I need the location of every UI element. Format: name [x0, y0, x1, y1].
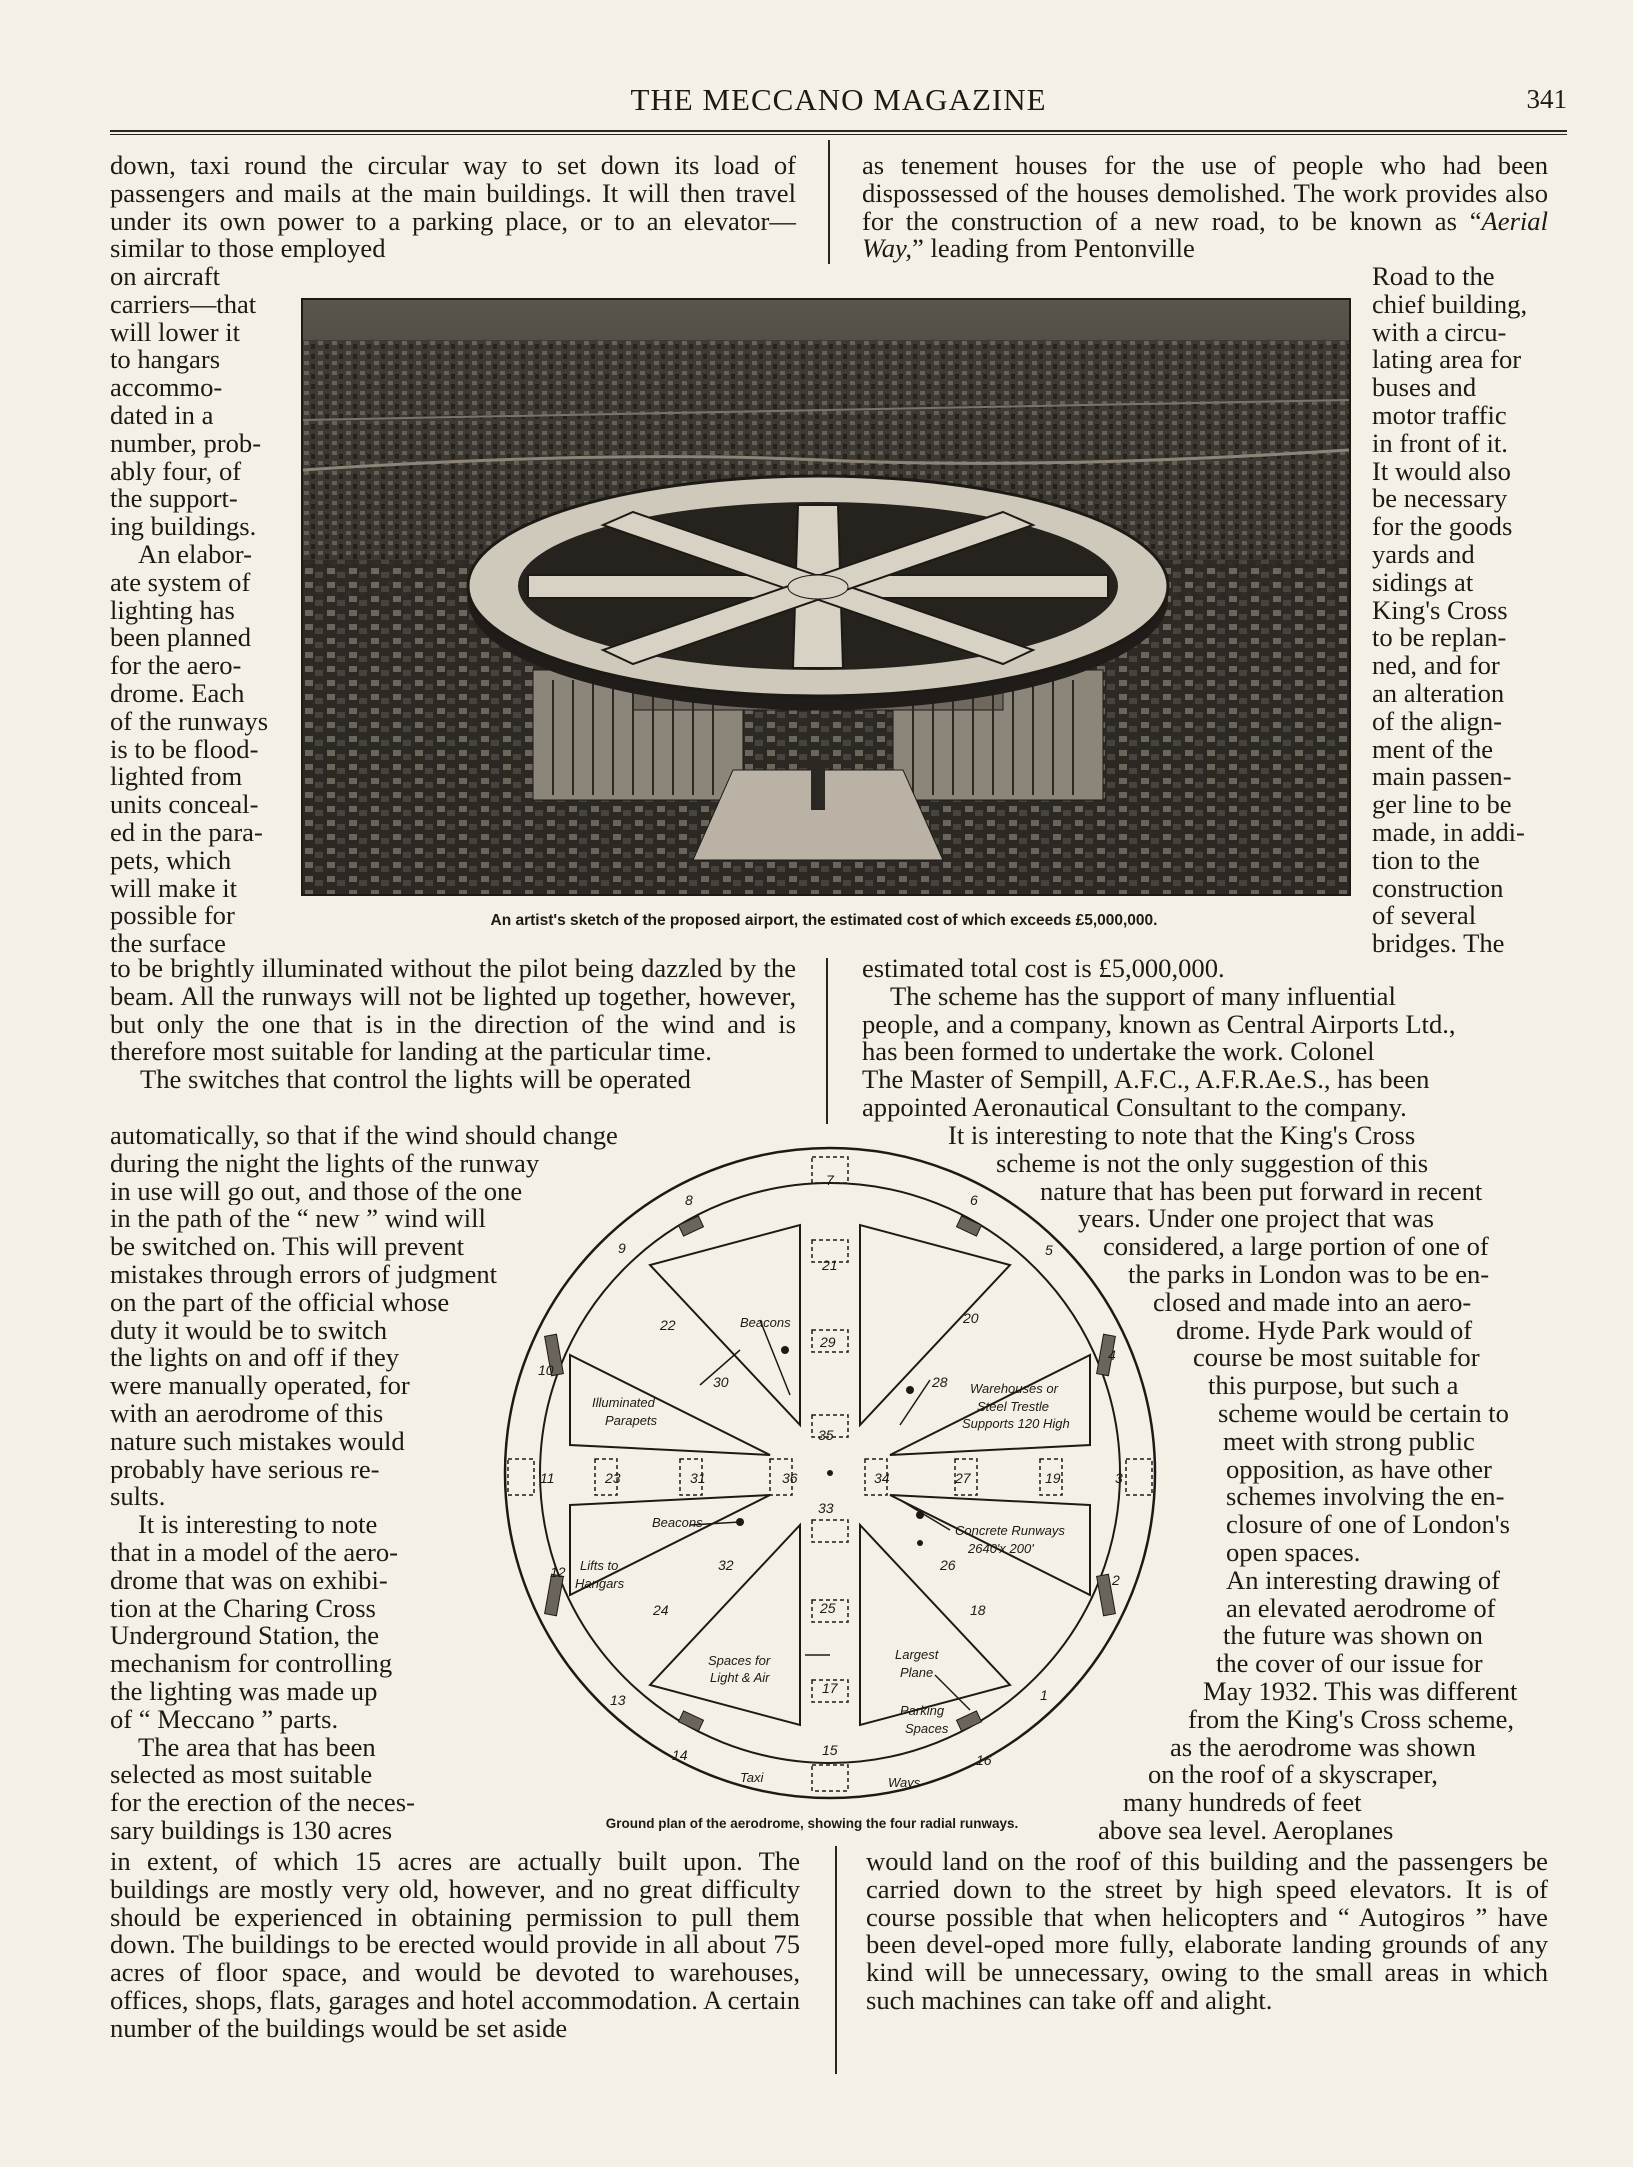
text-line: Underground Station, the: [110, 1622, 380, 1651]
text-line: for the aero-: [110, 650, 242, 681]
text-line: ned, and for: [1372, 650, 1500, 681]
text-line: ment of the: [1372, 733, 1494, 764]
text-line: an alteration: [1372, 677, 1505, 708]
text-line: ing buildings.: [110, 511, 257, 542]
plan-label: Spaces for: [708, 1653, 771, 1668]
text-line: course be most suitable for: [1193, 1342, 1480, 1373]
plan-label: Supports 120 High: [962, 1416, 1070, 1431]
text-line: the future was shown on: [1223, 1620, 1483, 1651]
text-line: nature such mistakes would: [110, 1427, 405, 1456]
text-line: pets, which: [110, 844, 232, 875]
airport-sketch-image: [301, 298, 1351, 896]
plan-number: 2: [1112, 1572, 1120, 1588]
text-line: units conceal-: [110, 789, 259, 820]
airport-sketch-drawing: [303, 300, 1349, 894]
text-line: ed in the para-: [110, 816, 263, 847]
mid-left-text: [110, 955, 796, 1094]
text-line: of the runways: [110, 705, 269, 736]
text-run: as tenement houses for the use of people who had been dispossessed of the houses demolished. The work provides also for the construction of a new road, to be known as “: [862, 150, 1548, 236]
text-line: lating area for: [1372, 344, 1522, 375]
text-line: on the roof of a skyscraper,: [1148, 1759, 1438, 1790]
text-line: be switched on. This will prevent: [110, 1233, 465, 1261]
plan-label: Spaces: [905, 1721, 949, 1736]
text-line: people, and a company, known as Central Airports Ltd.,: [862, 1008, 1456, 1039]
text-line: be necessary: [1372, 483, 1508, 514]
text-line: from the King's Cross scheme,: [1188, 1703, 1515, 1734]
plan-label: Ways: [888, 1775, 921, 1790]
italic-road-name: Aerial Way,: [862, 205, 1548, 264]
text-line: the surface: [110, 928, 226, 959]
plan-label: Concrete Runways: [955, 1523, 1065, 1538]
text-line: the cover of our issue for: [1216, 1648, 1483, 1679]
text-line: sary buildings is 130 acres: [110, 1816, 393, 1845]
text-line: drome that was on exhibi-: [110, 1566, 388, 1595]
plan-label: Lifts to: [580, 1558, 619, 1573]
plan-number: 7: [826, 1172, 834, 1188]
plan-number: 14: [672, 1747, 688, 1763]
text-line: It is interesting to note: [138, 1511, 378, 1539]
text-line: during the night the lights of the runway: [110, 1149, 540, 1178]
text-line: nature that has been put forward in recent: [1040, 1175, 1483, 1206]
text-line: yards and: [1372, 538, 1475, 569]
text-line: duty it would be to switch: [110, 1316, 388, 1345]
left-narrow-column: [110, 263, 282, 958]
plan-number: 3: [1115, 1470, 1123, 1486]
text-line: with a circu-: [1372, 316, 1507, 347]
text-line: An interesting drawing of: [1226, 1564, 1501, 1595]
plan-number: 16: [976, 1752, 992, 1768]
text-line: closure of one of London's: [1226, 1509, 1510, 1540]
plan-caption: Ground plan of the aerodrome, showing the four radial runways.: [605, 1816, 1019, 1831]
text-line: selected as most suitable: [110, 1761, 373, 1790]
text-line: will make it: [110, 872, 238, 903]
plan-number: 34: [874, 1470, 890, 1486]
plan-number: 20: [963, 1310, 979, 1326]
bottom-left-paragraph: in extent, of which 15 acres are actually built upon. The buildings are mostly very old, however, and no great difficulty should be experienced in obtaining permission to pull them down. The buildings to be erected would provide in all about 75 acres of floor space, and would be devoted to warehouses, offices, shops, flats, garages and hotel accommodation. A certain number of the buildings would be set aside: [110, 1846, 800, 2043]
text-line: been planned: [110, 622, 252, 653]
column-rule-top: [828, 140, 830, 264]
mid-right-text: [862, 955, 1548, 1122]
text-line: carriers—that: [110, 288, 257, 319]
text-line: mechanism for controlling: [110, 1650, 393, 1678]
text-line: mistakes through errors of judgment: [110, 1260, 498, 1289]
text-line: It is interesting to note that the King's Cross: [948, 1120, 1416, 1150]
plan-label: Beacons: [740, 1315, 791, 1330]
plan-label: Steel Trestle: [977, 1399, 1050, 1414]
plan-number: 21: [822, 1257, 838, 1273]
bottom-right-paragraph: would land on the roof of this building and the passengers be carried down to the street by high speed elevators. It is of course possible that when helicopters and “ Autogiros ” have been devel-oped more fully, elaborate landing grounds of any kind will be unnecessary, owing to the small areas in which such machines can take off and alight.: [866, 1846, 1548, 2015]
text-line: were manually operated, for: [110, 1372, 410, 1400]
plan-label: Light & Air: [710, 1670, 770, 1685]
text-line: Road to the: [1372, 261, 1495, 291]
text-line: The Master of Sempill, A.F.C., A.F.R.Ae.S., has been: [862, 1064, 1430, 1095]
plan-number: 17: [822, 1680, 838, 1696]
text-line: ate system of: [110, 566, 251, 597]
plan-number: 31: [690, 1470, 706, 1486]
text-line: It would also: [1372, 455, 1511, 486]
text-line: The area that has been: [138, 1733, 376, 1762]
text-line: buses and: [1372, 372, 1477, 403]
column-rule-mid: [826, 958, 828, 1124]
text-line: made, in addi-: [1372, 816, 1525, 847]
plan-number: 1: [1040, 1687, 1048, 1703]
plan-number: 30: [713, 1374, 729, 1390]
text-line: opposition, as have other: [1226, 1453, 1492, 1484]
text-line: the support-: [110, 483, 238, 514]
plan-number: 11: [540, 1470, 555, 1486]
plan-number: 26: [940, 1557, 956, 1573]
text-line: An elabor-: [138, 538, 252, 569]
plan-label: Warehouses or: [970, 1381, 1058, 1396]
plan-number: 28: [932, 1374, 948, 1390]
plan-label: Parapets: [605, 1413, 658, 1428]
text-line: tion at the Charing Cross: [110, 1594, 376, 1623]
text-line: for the erection of the neces-: [110, 1789, 415, 1817]
plan-number: 36: [782, 1470, 798, 1486]
text-line: sults.: [110, 1483, 166, 1512]
plan-label: Plane: [900, 1665, 934, 1680]
text-line: the parks in London was to be en-: [1128, 1258, 1490, 1289]
text-line: ably four, of: [110, 455, 242, 486]
text-line: construction: [1372, 872, 1504, 903]
text-line: with an aerodrome of this: [110, 1399, 384, 1428]
text-line: will lower it: [110, 316, 240, 347]
plan-number: 27: [955, 1470, 971, 1486]
header-rule: [110, 130, 1567, 132]
top-right-paragraph: [862, 152, 1548, 263]
plan-number: 33: [818, 1500, 834, 1516]
text-line: of several: [1372, 900, 1477, 931]
plan-label: Largest: [895, 1647, 939, 1662]
text-line: tion to the: [1372, 844, 1480, 875]
plan-number: 23: [605, 1470, 621, 1486]
plan-number: 24: [653, 1602, 669, 1618]
plan-number: 35: [818, 1427, 834, 1443]
text-line: meet with strong public: [1223, 1425, 1475, 1456]
paragraph: to be brightly illuminated without the pilot being dazzled by the beam. All the runways will not be lighted up together, however, but only the one that is in the direction of the wind and is therefore most suitable for landing at the particular time.: [110, 953, 796, 1067]
text-line: possible for: [110, 900, 235, 931]
text-line: many hundreds of feet: [1123, 1787, 1362, 1818]
plan-label: Hangars: [575, 1576, 625, 1591]
text-line: the lights on and off if they: [110, 1344, 400, 1373]
plan-label: Taxi: [740, 1770, 764, 1785]
text-line: closed and made into an aero-: [1153, 1286, 1472, 1317]
column-rule-bottom: [835, 1846, 837, 2074]
page-header: [110, 82, 1567, 122]
text-line: on the part of the official whose: [110, 1288, 450, 1317]
magazine-title: THE MECCANO MAGAZINE: [630, 82, 1047, 117]
text-line: above sea level. Aeroplanes: [1098, 1814, 1394, 1845]
plan-number: 13: [610, 1692, 626, 1708]
aerodrome-ground-plan: [500, 1145, 1160, 1800]
text-line: drome. Hyde Park would of: [1176, 1314, 1473, 1345]
plan-number: 6: [970, 1192, 978, 1208]
text-line: an elevated aerodrome of: [1226, 1592, 1496, 1623]
plan-number: 10: [538, 1362, 554, 1378]
text-line: of “ Meccano ” parts.: [110, 1705, 339, 1734]
text-line: drome. Each: [110, 677, 245, 708]
text-line: this purpose, but such a: [1208, 1370, 1459, 1401]
text-line: motor traffic: [1372, 399, 1507, 430]
text-line: in use will go out, and those of the one: [110, 1177, 523, 1206]
text-run: ” leading from Pentonville: [912, 233, 1195, 264]
plan-number: 9: [618, 1240, 626, 1256]
plan-number: 32: [718, 1557, 734, 1573]
plan-label: Illuminated: [592, 1395, 655, 1410]
plan-label: 2640'x 200': [968, 1541, 1034, 1556]
text-line: chief building,: [1372, 288, 1528, 319]
plan-number: 4: [1108, 1347, 1116, 1363]
text-line: main passen-: [1372, 761, 1512, 792]
plan-number: 25: [820, 1600, 836, 1616]
text-line: open spaces.: [1226, 1536, 1361, 1567]
text-line: as the aerodrome was shown: [1170, 1731, 1476, 1762]
text-line: schemes involving the en-: [1226, 1481, 1505, 1512]
plan-number: 19: [1045, 1470, 1061, 1486]
top-left-paragraph: down, taxi round the circular way to set down its load of passengers and mails at the main buildings. It will then travel under its own power to a parking place, or to an elevator—similar to those employed: [110, 150, 796, 264]
text-line: The scheme has the support of many influential: [890, 980, 1396, 1011]
page-number: 341: [1526, 84, 1567, 114]
text-line: ger line to be: [1372, 789, 1512, 820]
text-line: has been formed to undertake the work. Colonel: [862, 1036, 1375, 1067]
plan-number: 29: [820, 1334, 836, 1350]
plan-number: 18: [970, 1602, 986, 1618]
plan-number: 8: [685, 1192, 693, 1208]
text-line: King's Cross: [1372, 594, 1508, 625]
text-line: the lighting was made up: [110, 1677, 378, 1706]
text-line: in front of it.: [1372, 427, 1508, 458]
photo-caption: An artist's sketch of the proposed airport, the estimated cost of which exceeds £5,000,000.: [490, 912, 1158, 929]
text-line: sidings at: [1372, 566, 1474, 597]
paragraph-start: The switches that control the lights will be operated: [140, 1064, 691, 1095]
text-line: of the align-: [1372, 705, 1502, 736]
header-rule-thin: [110, 134, 1567, 135]
text-line: to be replan-: [1372, 622, 1507, 653]
right-narrow-column: [1372, 263, 1548, 958]
ground-plan-drawing: [500, 1145, 1160, 1800]
plan-number: 15: [822, 1742, 838, 1758]
text-line: for the goods: [1372, 511, 1513, 542]
text-line: dated in a: [110, 399, 214, 430]
text-line: considered, a large portion of one of: [1103, 1231, 1489, 1262]
text-line: accommo-: [110, 372, 223, 403]
plan-number: 12: [550, 1564, 566, 1580]
text-line: automatically, so that if the wind should change: [110, 1122, 618, 1150]
plan-number: 5: [1045, 1242, 1053, 1258]
text-line: number, prob-: [110, 427, 262, 458]
plan-label: Beacons: [652, 1515, 703, 1530]
text-line: on aircraft: [110, 261, 220, 291]
text-line: May 1932. This was different: [1203, 1675, 1518, 1706]
text-line: probably have serious re-: [110, 1455, 380, 1484]
text-line: is to be flood-: [110, 733, 259, 764]
text-line: appointed Aeronautical Consultant to the company.: [862, 1091, 1407, 1122]
text-line: in the path of the “ new ” wind will: [110, 1205, 486, 1234]
text-line: lighting has: [110, 594, 235, 625]
text-line: that in a model of the aero-: [110, 1538, 398, 1567]
text-line: to hangars: [110, 344, 221, 375]
text-line: bridges. The: [1372, 928, 1505, 959]
text-line: lighted from: [110, 761, 243, 792]
text-line: estimated total cost is £5,000,000.: [862, 953, 1225, 983]
text-line: scheme is not the only suggestion of this: [996, 1147, 1429, 1178]
plan-number: 22: [660, 1317, 676, 1333]
plan-label: Parking: [900, 1703, 945, 1718]
text-line: scheme would be certain to: [1218, 1397, 1509, 1428]
text-line: years. Under one project that was: [1078, 1203, 1434, 1234]
